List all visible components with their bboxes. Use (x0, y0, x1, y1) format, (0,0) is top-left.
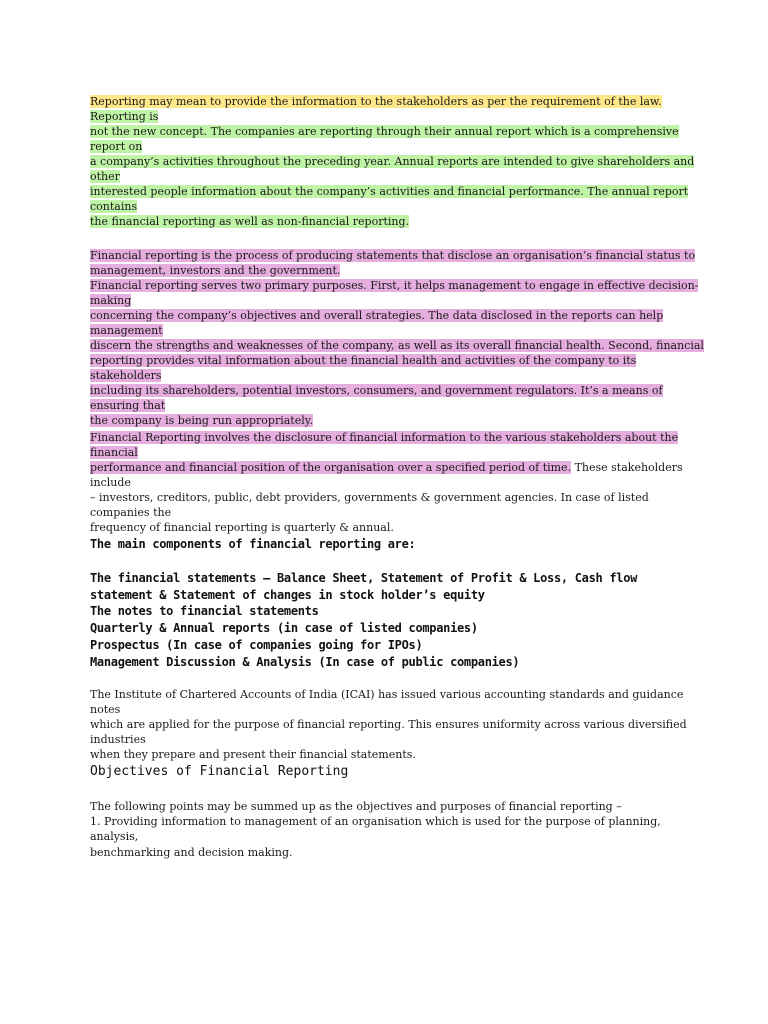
text-line (90, 703, 120, 717)
text-span: The notes to financial statements (90, 604, 319, 618)
text-span: Objectives of Financial Reporting (90, 764, 349, 779)
highlighted-text: report on (90, 140, 143, 153)
text-line (90, 264, 340, 278)
text-span: Management Discussion & Analysis (In case of public companies) (90, 655, 520, 669)
text-line (90, 384, 663, 398)
text-line (90, 621, 478, 635)
text-line (90, 249, 695, 263)
text-line (90, 718, 687, 732)
text-span: benchmarking and decision making. (90, 846, 293, 859)
highlighted-text: Reporting is (90, 110, 159, 123)
text-line (90, 369, 161, 383)
highlighted-text: management, investors and the government. (90, 264, 341, 277)
highlighted-text: the company is being run appropriately. (90, 414, 313, 427)
text-line (90, 521, 394, 535)
highlighted-text: concerning the company’s objectives and overall strategies. The data disclosed in the reports can help (90, 309, 664, 322)
highlighted-text: Financial reporting serves two primary purposes. First, it helps management to engage in effective decision- (90, 279, 699, 292)
text-span: The following points may be summed up as the objectives and purposes of financial reporting – (90, 800, 622, 813)
text-line (90, 324, 163, 338)
text-line (90, 748, 416, 762)
text-line (90, 414, 313, 428)
text-line (90, 588, 485, 602)
text-span: when they prepare and present their financial statements. (90, 748, 416, 761)
highlighted-text: other (90, 170, 120, 183)
text-line (90, 446, 138, 460)
text-line (90, 815, 661, 829)
text-line (90, 110, 158, 124)
text-line (90, 688, 683, 702)
text-line (90, 537, 415, 551)
highlighted-text: financial (90, 446, 138, 459)
highlighted-text: Financial Reporting involves the disclosure of financial information to the various stakeholders about the (90, 431, 679, 444)
text-span: industries (90, 733, 146, 746)
text-span: include (90, 476, 131, 489)
text-span: 1. Providing information to management of an organisation which is used for the purpose of planning, (90, 815, 661, 828)
highlighted-text: not the new concept. The companies are reporting through their annual report which is a comprehensive (90, 125, 679, 138)
text-span: The financial statements – Balance Sheet, Statement of Profit & Loss, Cash flow (90, 571, 638, 585)
text-line (90, 354, 636, 368)
highlighted-text: stakeholders (90, 369, 162, 382)
highlighted-text: ensuring that (90, 399, 166, 412)
text-span: which are applied for the purpose of financial reporting. This ensures uniformity across various diversified (90, 718, 687, 731)
text-span: Quarterly & Annual reports (in case of listed companies) (90, 621, 478, 635)
text-line (90, 491, 649, 505)
text-line (90, 571, 637, 585)
text-span: notes (90, 703, 121, 716)
text-line (90, 140, 142, 154)
text-span: – investors, creditors, public, debt providers, governments & government agencies. In case of listed (90, 491, 649, 504)
text-line (90, 309, 663, 323)
highlighted-text: contains (90, 200, 138, 213)
text-span: The Institute of Chartered Accounts of India (ICAI) has issued various accounting standards and guidance (90, 688, 684, 701)
text-line (90, 604, 319, 618)
highlighted-text: performance and financial position of the organisation over a specified period of time. (90, 461, 572, 474)
text-line (90, 200, 137, 214)
text-span: statement & Statement of changes in stock holder’s equity (90, 588, 485, 602)
text-line (90, 655, 519, 669)
text-line (90, 294, 131, 308)
text-span: These stakeholders (571, 461, 683, 474)
text-line (90, 431, 678, 445)
text-span: analysis, (90, 830, 139, 843)
text-line (90, 461, 683, 475)
text-line (90, 638, 422, 652)
text-line (90, 215, 409, 229)
highlighted-text: interested people information about the company’s activities and financial performance. The annual report (90, 185, 689, 198)
highlighted-text: Financial reporting is the process of producing statements that disclose an organisation’s financial status to (90, 249, 696, 262)
text-line (90, 279, 698, 293)
text-line (90, 733, 146, 747)
text-span: frequency of financial reporting is quarterly & annual. (90, 521, 394, 534)
text-line (90, 170, 120, 184)
highlighted-text: Reporting may mean to provide the information to the stakeholders as per the requirement of the law. (90, 95, 662, 108)
text-line (90, 476, 131, 490)
section-heading (90, 765, 348, 779)
text-span: The main components of financial reporting are: (90, 537, 416, 551)
text-line (90, 800, 622, 814)
highlighted-text: including its shareholders, potential investors, consumers, and government regulators. It’s a means of (90, 384, 663, 397)
text-line (90, 399, 165, 413)
highlighted-text: making (90, 294, 132, 307)
highlighted-text: a company’s activities throughout the preceding year. Annual reports are intended to give shareholders and (90, 155, 695, 168)
highlighted-text: discern the strengths and weaknesses of the company, as well as its overall financial health. Second, financial (90, 339, 704, 352)
text-line (90, 506, 171, 520)
highlighted-text: the financial reporting as well as non-financial reporting. (90, 215, 410, 228)
text-span: companies the (90, 506, 172, 519)
text-line (90, 155, 694, 169)
text-line (90, 339, 704, 353)
text-line (90, 95, 662, 109)
text-line (90, 830, 138, 844)
text-line (90, 185, 688, 199)
highlighted-text: reporting provides vital information about the financial health and activities of the company to its (90, 354, 637, 367)
text-span: Prospectus (In case of companies going for IPOs) (90, 638, 423, 652)
highlighted-text: management (90, 324, 163, 337)
text-line (90, 846, 293, 860)
text-line (90, 125, 679, 139)
